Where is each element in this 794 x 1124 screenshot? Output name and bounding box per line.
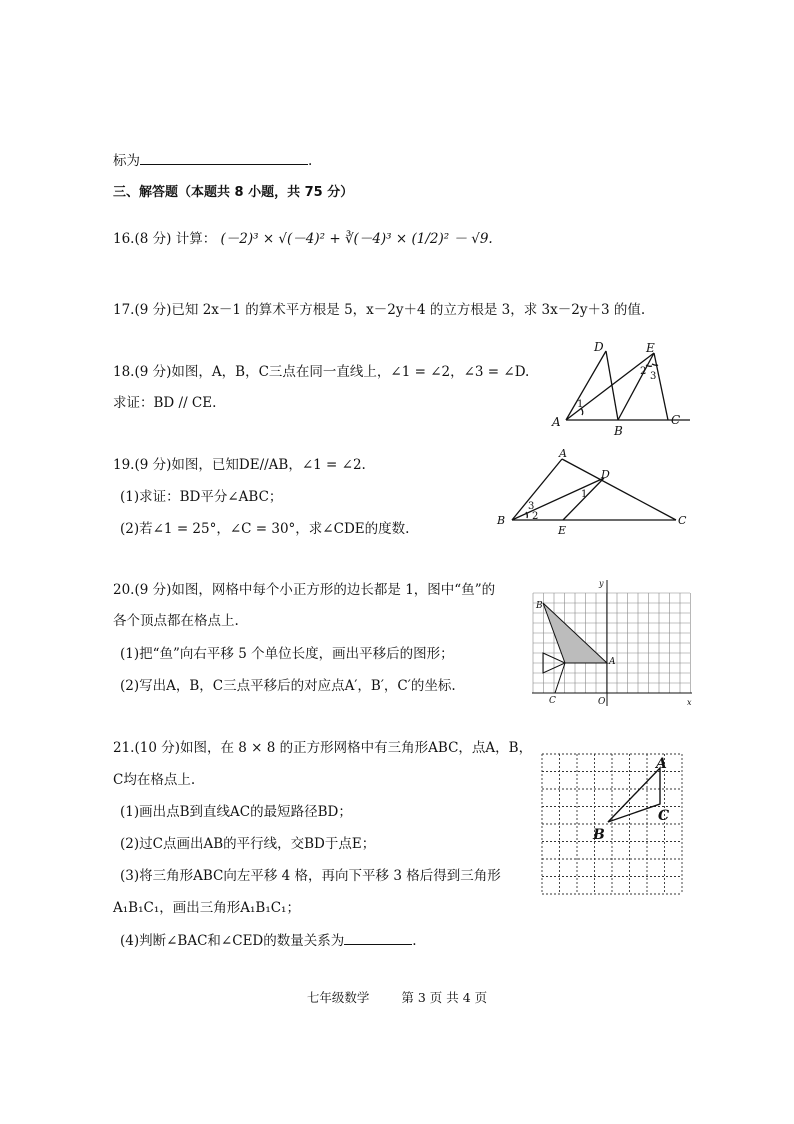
question-20	[113, 580, 495, 600]
question-text: 如图，在 8 × 8 的正方形网格中有三角形ABC，点A，B，	[180, 740, 533, 756]
triangle-abc	[608, 768, 660, 822]
label-a: A	[609, 657, 616, 667]
label-y: y	[599, 579, 604, 588]
line-ad	[566, 351, 606, 420]
line-be	[618, 353, 657, 420]
previous-question-fragment: 标为 .	[113, 150, 312, 171]
question-19-part2: (2)若∠1 = 25°，∠C = 30°，求∠CDE的度数.	[120, 521, 410, 537]
question-21-part3b: A₁B₁C₁，画出三角形A₁B₁C₁；	[113, 900, 300, 916]
question-score: (9 分)	[134, 364, 172, 380]
figure-q19	[492, 446, 692, 538]
question-19-part1: (1)求证：BD平分∠ABC；	[120, 489, 283, 505]
question-number: 16.	[113, 231, 135, 247]
question-lead: 计算：	[175, 231, 217, 247]
label-x: x	[687, 698, 692, 707]
question-16	[113, 229, 493, 249]
label-d: D	[601, 468, 610, 481]
fish-fin	[555, 663, 607, 693]
label-a: A	[656, 756, 667, 772]
question-number: 18.	[113, 364, 135, 380]
question-text: 已知 2x－1 的算术平方根是 5，x－2y＋4 的立方根是 3，求 3x－2y＋3 的值.	[171, 302, 646, 318]
angle-2: 2	[640, 366, 647, 377]
question-20-part1: (1)把“鱼”向右平移 5 个单位长度，画出平移后的图形；	[120, 646, 454, 662]
label-c: C	[549, 696, 556, 706]
question-20-line2: 各个顶点都在格点上.	[113, 613, 239, 629]
question-text: 如图，网格中每个小正方形的边长都是 1，图中“鱼”的	[171, 582, 496, 598]
angle-3: 3	[528, 501, 535, 512]
figure-q20-grid	[530, 578, 696, 708]
question-21	[113, 738, 532, 758]
question-21-part4: (4)判断∠BAC和∠CED的数量关系为 .	[120, 930, 417, 951]
question-number: 17.	[113, 302, 135, 318]
angle-2: 2	[532, 511, 539, 522]
math-expression: (－2)³ × √(－4)² + ∛(－4)³ × (1/2)² － √9.	[220, 231, 493, 247]
question-text: 如图，A，B，C三点在同一直线上，∠1 = ∠2，∠3 = ∠D.	[171, 364, 530, 380]
question-score: (9 分)	[134, 582, 172, 598]
figure-q21-grid	[538, 752, 686, 896]
label-o: O	[598, 697, 606, 707]
answer-blank[interactable]	[344, 930, 412, 945]
label-e: E	[646, 341, 655, 355]
page-footer	[0, 988, 794, 1006]
line-bd	[512, 478, 604, 520]
question-21-line2: C均在格点上.	[113, 772, 196, 788]
angle-1: 1	[577, 399, 584, 410]
question-score: (8 分)	[134, 231, 172, 247]
part4-text: (4)判断∠BAC和∠CED的数量关系为	[120, 933, 345, 949]
footer-page: 第 3 页 共 4 页	[401, 990, 488, 1005]
question-score: (10 分)	[134, 740, 180, 756]
question-21-part2: (2)过C点画出AB的平行线，交BD于点E；	[120, 836, 376, 852]
label-d: D	[594, 340, 604, 354]
footer-subject: 七年级数学	[306, 990, 370, 1005]
question-18	[113, 362, 529, 382]
fragment-text: 标为	[113, 153, 140, 169]
question-number: 19.	[113, 457, 135, 473]
question-text: 如图，已知DE//AB，∠1 = ∠2.	[171, 457, 366, 473]
question-score: (9 分)	[134, 457, 172, 473]
label-b: B	[497, 514, 506, 527]
label-c: C	[671, 413, 681, 427]
angle-3: 3	[650, 371, 657, 382]
question-18-line2: 求证：BD // CE.	[113, 395, 217, 411]
label-e: E	[558, 524, 567, 537]
question-17	[113, 300, 645, 320]
section-title: 三、解答题（本题共 8 小题，共 75 分）	[113, 185, 354, 200]
question-score: (9 分)	[134, 302, 172, 318]
answer-blank[interactable]	[140, 150, 308, 165]
figure-q18	[548, 338, 698, 438]
angle-1: 1	[581, 489, 588, 500]
label-a: A	[552, 415, 561, 429]
question-21-part3: (3)将三角形ABC向左平移 4 格，再向下平移 3 格后得到三角形	[120, 868, 501, 884]
question-19	[113, 455, 366, 475]
question-number: 21.	[113, 740, 135, 756]
label-c: C	[678, 514, 687, 527]
label-c: C	[658, 808, 670, 824]
question-number: 20.	[113, 582, 135, 598]
label-b: B	[614, 424, 623, 438]
question-20-part2: (2)写出A，B，C三点平移后的对应点A′，B′，C′的坐标.	[120, 678, 456, 694]
line-ec	[654, 353, 668, 420]
label-b: B	[536, 601, 543, 611]
label-b: B	[593, 827, 605, 843]
label-a: A	[559, 447, 567, 460]
question-21-part1: (1)画出点B到直线AC的最短路径BD；	[120, 804, 352, 820]
